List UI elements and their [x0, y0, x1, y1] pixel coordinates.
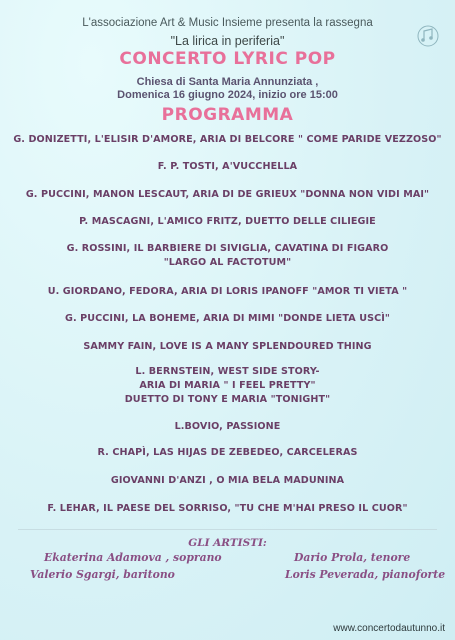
programme-line: F. P. TOSTI, A'VUCCHELLA — [157, 161, 298, 172]
programme-line: L. BERNSTEIN, WEST SIDE STORY- — [135, 366, 320, 377]
programme-line: U. GIORDANO, FEDORA, ARIA DI LORIS IPANOFF "AMOR TI VIETA " — [47, 286, 408, 297]
artists-heading: GLI ARTISTI: — [188, 537, 267, 549]
venue-line: Chiesa di Santa Maria Annunziata , — [136, 76, 319, 88]
programme-line: G. PUCCINI, LA BOHEME, ARIA DI MIMI "DONDE LIETA USCÌ" — [64, 313, 391, 324]
programme-line: "LARGO AL FACTOTUM" — [163, 257, 292, 268]
concert-title: CONCERTO LYRIC POP — [119, 49, 336, 69]
programme-item — [0, 133, 455, 147]
programme-item — [0, 365, 455, 407]
programme-item — [0, 420, 455, 434]
programme-line: R. CHAPÌ, LAS HIJAS DE ZEBEDEO, CARCELERAS — [97, 447, 358, 458]
series-subtitle: "La lirica in periferia" — [170, 34, 285, 48]
programme-heading: PROGRAMMA — [161, 105, 294, 125]
programme-item — [0, 312, 455, 326]
programme-line: G. ROSSINI, IL BARBIERE DI SIVIGLIA, CAVATINA DI FIGARO — [66, 243, 389, 254]
artist-baritone: Valerio Sgargi, baritono — [30, 568, 175, 581]
programme-line: L.BOVIO, PASSIONE — [174, 421, 281, 432]
programme-item — [0, 215, 455, 229]
date-line: Domenica 16 giugno 2024, inizio ore 15:00 — [117, 89, 338, 101]
programme-line: G. PUCCINI, MANON LESCAUT, ARIA DI DE GRIEUX "DONNA NON VIDI MAI" — [25, 189, 430, 200]
intro-text: L'associazione Art & Music Insieme presenta la rassegna — [82, 17, 373, 29]
programme-line: GIOVANNI D'ANZI , O MIA BELA MADUNINA — [110, 475, 345, 486]
programme-item — [0, 340, 455, 354]
programme-line: P. MASCAGNI, L'AMICO FRITZ, DUETTO DELLE CILIEGIE — [79, 216, 376, 227]
programme-line: DUETTO DI TONY E MARIA "TONIGHT" — [124, 394, 331, 405]
divider — [18, 529, 437, 530]
programme-item — [0, 285, 455, 299]
programme-item — [0, 474, 455, 488]
website-link[interactable]: www.concertodautunno.it — [333, 623, 445, 634]
artist-pianist: Loris Peverada, pianoforte — [285, 568, 446, 581]
programme-item — [0, 160, 455, 174]
artist-soprano: Ekaterina Adamova , soprano — [44, 551, 222, 564]
artist-tenor: Dario Prola, tenore — [294, 551, 411, 564]
programme-line: ARIA DI MARIA " I FEEL PRETTY" — [139, 380, 316, 391]
programme-line: F. LEHAR, IL PAESE DEL SORRISO, "TU CHE M'HAI PRESO IL CUOR" — [47, 503, 408, 514]
venue-info — [0, 76, 455, 102]
programme-item — [0, 502, 455, 516]
programme-line: SAMMY FAIN, LOVE IS A MANY SPLENDOURED THING — [83, 341, 372, 352]
programme-item — [0, 242, 455, 270]
programme-line: G. DONIZETTI, L'ELISIR D'AMORE, ARIA DI BELCORE " COME PARIDE VEZZOSO" — [13, 134, 442, 145]
programme-item — [0, 188, 455, 202]
programme-item — [0, 446, 455, 460]
